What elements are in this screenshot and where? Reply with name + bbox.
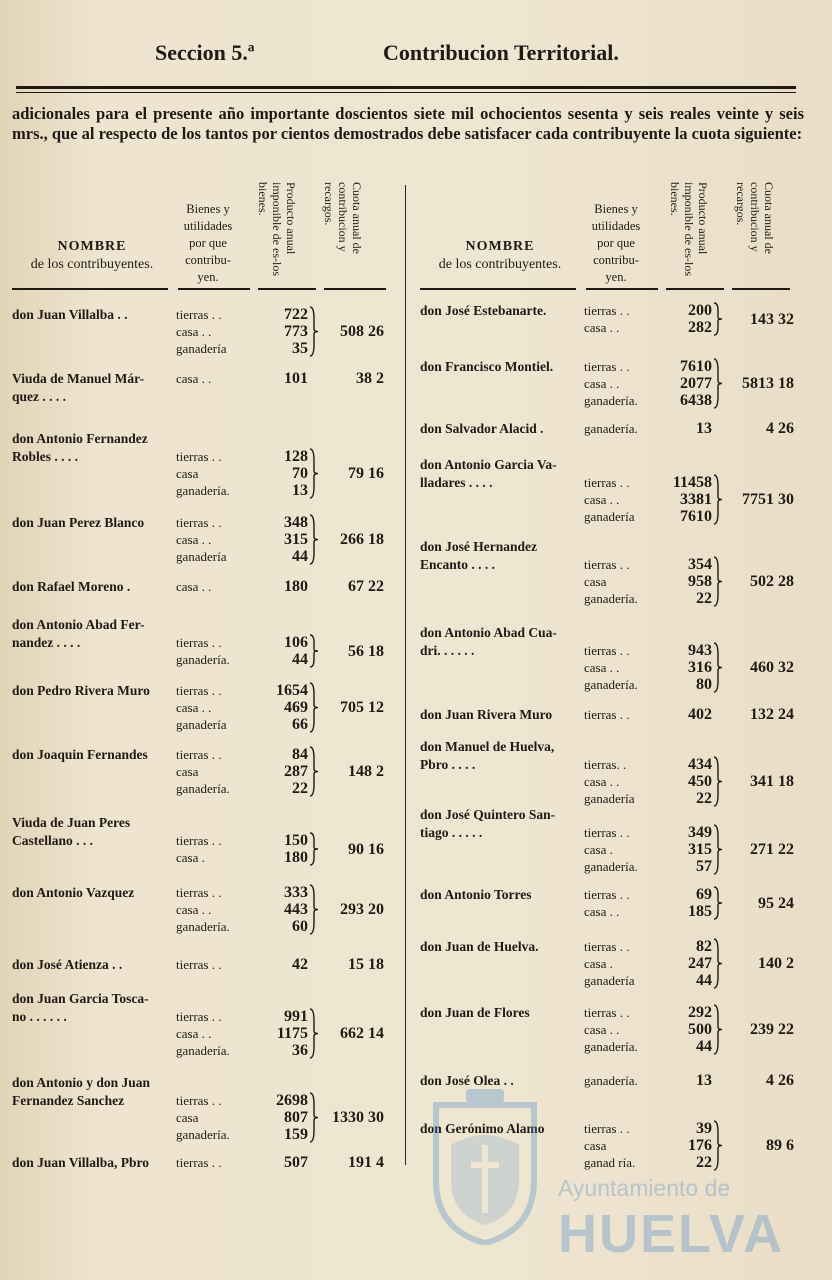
header-rule-thin xyxy=(16,92,796,93)
annual-quota: 143 32 xyxy=(750,310,794,328)
contributor-name: don Antonio Torres xyxy=(420,887,532,902)
annual-quota: 79 16 xyxy=(348,465,384,482)
contributor-name: don Juan Perez Blanco xyxy=(12,515,145,530)
header-underline xyxy=(666,288,724,290)
header-rule-thick xyxy=(16,86,796,89)
contributor-name: don Juan Villalba, Pbro xyxy=(12,1155,150,1170)
property-kinds: tierras . . casa . . xyxy=(584,303,630,335)
right-table-header xyxy=(420,178,792,294)
property-kinds: tierras . . casa . . ganadería xyxy=(176,683,227,732)
property-kinds: tierras . . casa ganadería. xyxy=(176,449,230,498)
property-kinds: tierras . . casa ganad ría. xyxy=(584,1121,636,1170)
left-table-header xyxy=(12,178,390,294)
property-kinds: ganadería. xyxy=(584,1073,638,1088)
annual-quota: 140 2 xyxy=(758,955,794,972)
annual-quota: 148 2 xyxy=(348,763,384,780)
annual-quota: 662 14 xyxy=(340,1025,384,1042)
contributor-name: don José Hernandez Encanto . . . . xyxy=(420,539,538,572)
property-kinds: tierras . . casa . ganadería xyxy=(584,939,635,988)
property-kinds: tierras . . casa . . ganadería. xyxy=(584,1005,638,1054)
contributor-name: don Juan Rivera Muro xyxy=(420,707,553,722)
property-kinds: tierras . . xyxy=(176,957,222,972)
taxable-product-values: 2698 807 159 xyxy=(276,1092,308,1143)
taxable-product-values: 507 xyxy=(284,1154,308,1171)
header-underline xyxy=(732,288,790,290)
property-kinds: tierras . . casa . . ganadería xyxy=(584,475,635,524)
contributor-name: Viuda de Manuel Már- quez . . . . xyxy=(12,371,145,404)
property-kinds: tierras . . casa ganadería. xyxy=(584,557,638,606)
contributor-name: don Francisco Montiel. xyxy=(420,359,554,374)
taxable-product-values: 42 xyxy=(292,956,308,973)
taxable-product-values: 333 443 60 xyxy=(284,884,308,935)
name-column-header xyxy=(420,238,580,274)
property-kinds: tierras . . casa . . ganadería xyxy=(176,307,227,356)
city-shield-icon xyxy=(426,1085,544,1245)
right-column xyxy=(420,178,794,1171)
contributor-name: don Antonio Abad Fer- nandez . . . . xyxy=(12,617,145,650)
page-header xyxy=(0,40,832,74)
header-underline xyxy=(12,288,168,290)
taxable-product-values: 84 287 22 xyxy=(284,746,308,797)
taxable-product-values: 106 44 xyxy=(284,634,308,668)
contributor-name: don José Estebanarte. xyxy=(420,303,547,318)
taxable-product-values: 1654 469 66 xyxy=(276,682,308,733)
annual-quota: 271 22 xyxy=(750,841,794,858)
annual-quota: 4 26 xyxy=(766,1072,794,1089)
taxable-product-values: 13 xyxy=(696,420,712,437)
contributor-name: don José Quintero San- tiago . . . . . xyxy=(420,807,556,840)
contributor-name: Viuda de Juan Peres Castellano . . . xyxy=(12,815,131,848)
annual-quota: 5813 18 xyxy=(742,375,794,392)
annual-quota: 293 20 xyxy=(340,901,384,918)
contributor-name: don Juan de Huelva. xyxy=(420,939,539,954)
contributor-name: don Rafael Moreno . xyxy=(12,579,131,594)
contributor-name: don Gerónimo Alamo xyxy=(420,1121,545,1136)
annual-quota: 1330 30 xyxy=(332,1109,384,1126)
contributor-name: don José Olea . . xyxy=(420,1073,514,1088)
annual-quota: 90 16 xyxy=(348,840,384,858)
contributor-name: don Juan Villalba . . xyxy=(12,307,128,322)
taxable-product-values: 292 500 44 xyxy=(688,1004,712,1055)
contributor-name: don Antonio Fernandez Robles . . . . xyxy=(12,431,148,464)
name-header-line2: de los contribuyentes. xyxy=(438,257,562,272)
annual-quota: 7751 30 xyxy=(742,491,794,508)
contributor-name: don Antonio y don Juan Fernandez Sanchez xyxy=(12,1075,151,1108)
contributor-name: don Juan Garcia Tosca- no . . . . . . xyxy=(12,991,149,1024)
taxable-product-values: 82 247 44 xyxy=(688,938,712,989)
property-kinds: tierras . . casa . . ganadería. xyxy=(176,1009,230,1058)
contributor-name: don Manuel de Huelva, Pbro . . . . xyxy=(420,739,555,772)
property-kinds: tierras . . casa . ganadería. xyxy=(584,825,638,874)
contributor-name: don Pedro Rivera Muro xyxy=(12,683,150,698)
annual-quota: 239 22 xyxy=(750,1021,794,1038)
annual-quota: 460 32 xyxy=(750,659,794,676)
taxable-product-values: 13 xyxy=(696,1072,712,1089)
page-title: Contribucion Territorial. xyxy=(383,40,619,65)
taxable-product-values: 128 70 13 xyxy=(284,448,308,499)
property-kinds: tierras. . casa . . ganadería xyxy=(584,757,635,806)
cuota-column-header: Cuota anual de contribucion y recargos. xyxy=(322,182,364,254)
annual-quota: 15 18 xyxy=(348,956,384,973)
header-underline xyxy=(420,288,576,290)
property-kinds: tierras . . casa ganadería. xyxy=(176,1093,230,1142)
annual-quota: 89 6 xyxy=(766,1137,794,1154)
intro-paragraph: adicionales para el presente año importante doscientos siete mil ochocientos sesenta y seis reales veinte y seis mrs., que al respecto de los tantos por cientos demostrados debe satisfacer cada contribuyente la cuota siguiente: xyxy=(12,104,804,143)
cuota-column-header: Cuota anual de contribucion y recargos. xyxy=(734,182,776,254)
section-label: Seccion 5.ª xyxy=(155,40,255,65)
property-kinds: tierras . . casa . . ganadería. xyxy=(176,885,230,934)
property-kinds: tierras . . casa . . ganadería. xyxy=(584,359,638,408)
property-kinds: tierras . . ganadería. xyxy=(176,635,230,667)
property-kinds: tierras . . casa . . xyxy=(584,887,630,919)
contributor-name: don Antonio Abad Cua- dri. . . . . . xyxy=(420,625,557,658)
annual-quota: 4 26 xyxy=(766,420,794,437)
name-header-line2: de los contribuyentes. xyxy=(30,257,154,272)
name-column-header xyxy=(12,238,172,274)
contributor-name: don José Atienza . . xyxy=(12,957,123,972)
taxable-product-values: 991 1175 36 xyxy=(276,1008,308,1059)
taxable-product-values: 348 315 44 xyxy=(284,514,308,565)
contributor-name: don Salvador Alacid . xyxy=(420,421,544,436)
property-kinds: tierras . . casa ganadería. xyxy=(176,747,230,796)
taxable-product-values: 101 xyxy=(284,370,308,387)
annual-quota: 502 28 xyxy=(750,573,794,590)
annual-quota: 266 18 xyxy=(340,531,384,548)
annual-quota: 191 4 xyxy=(348,1154,384,1171)
taxable-product-values: 354 958 22 xyxy=(688,556,712,607)
taxable-product-values: 150 180 xyxy=(284,832,308,866)
property-kinds: tierras . . casa . xyxy=(176,833,222,865)
taxable-product-values: 11458 3381 7610 xyxy=(672,474,712,525)
header-underline xyxy=(324,288,386,290)
taxable-product-values: 434 450 22 xyxy=(688,756,712,807)
producto-column-header: Producto anual imponible de es-los bienes. xyxy=(668,182,710,276)
header-underline xyxy=(258,288,316,290)
left-column xyxy=(12,178,390,1171)
property-kinds: tierras . . casa . . ganadería xyxy=(176,515,227,564)
annual-quota: 132 24 xyxy=(750,706,794,723)
contributor-name: don Joaquin Fernandes xyxy=(12,747,148,762)
annual-quota: 56 18 xyxy=(348,642,384,660)
header-underline xyxy=(178,288,250,290)
watermark xyxy=(420,1085,784,1270)
taxable-product-values: 69 185 xyxy=(688,886,712,920)
taxable-product-values: 402 xyxy=(688,706,712,723)
name-header-line1: NOMBRE xyxy=(465,239,535,254)
annual-quota: 341 18 xyxy=(750,773,794,790)
producto-column-header: Producto anual imponible de es-los bienes. xyxy=(256,182,298,276)
watermark-text-line1: Ayuntamiento de xyxy=(558,1175,731,1201)
property-kinds: tierras . . xyxy=(176,1155,222,1170)
bienes-column-header: Bienes y utilidades por que contribu- yen. xyxy=(591,202,641,284)
taxable-product-values: 200 282 xyxy=(688,302,712,336)
annual-quota: 508 26 xyxy=(340,323,384,340)
property-kinds: tierras . . xyxy=(584,707,630,722)
taxable-product-values: 722 773 35 xyxy=(284,306,308,357)
property-kinds: casa . . xyxy=(176,579,212,594)
taxable-product-values: 349 315 57 xyxy=(688,824,712,875)
taxable-product-values: 943 316 80 xyxy=(688,642,712,693)
annual-quota: 95 24 xyxy=(758,894,794,912)
contributor-name: don Antonio Garcia Va- lladares . . . . xyxy=(420,457,557,490)
watermark-text-line2: HUELVA xyxy=(558,1204,784,1264)
annual-quota: 67 22 xyxy=(348,578,384,595)
contributor-name: don Antonio Vazquez xyxy=(12,885,135,900)
property-kinds: ganadería. xyxy=(584,421,638,436)
contributor-name: don Juan de Flores xyxy=(420,1005,530,1020)
taxable-product-values: 7610 2077 6438 xyxy=(680,358,712,409)
taxable-product-values: 39 176 22 xyxy=(688,1120,712,1171)
property-kinds: casa . . xyxy=(176,371,212,386)
column-separator xyxy=(405,185,406,1165)
property-kinds: tierras . . casa . . ganadería. xyxy=(584,643,638,692)
annual-quota: 38 2 xyxy=(356,370,384,387)
name-header-line1: NOMBRE xyxy=(57,239,127,254)
annual-quota: 705 12 xyxy=(340,699,384,716)
bienes-column-header: Bienes y utilidades por que contribu- yen. xyxy=(183,202,233,284)
taxable-product-values: 180 xyxy=(284,578,308,595)
header-underline xyxy=(586,288,658,290)
